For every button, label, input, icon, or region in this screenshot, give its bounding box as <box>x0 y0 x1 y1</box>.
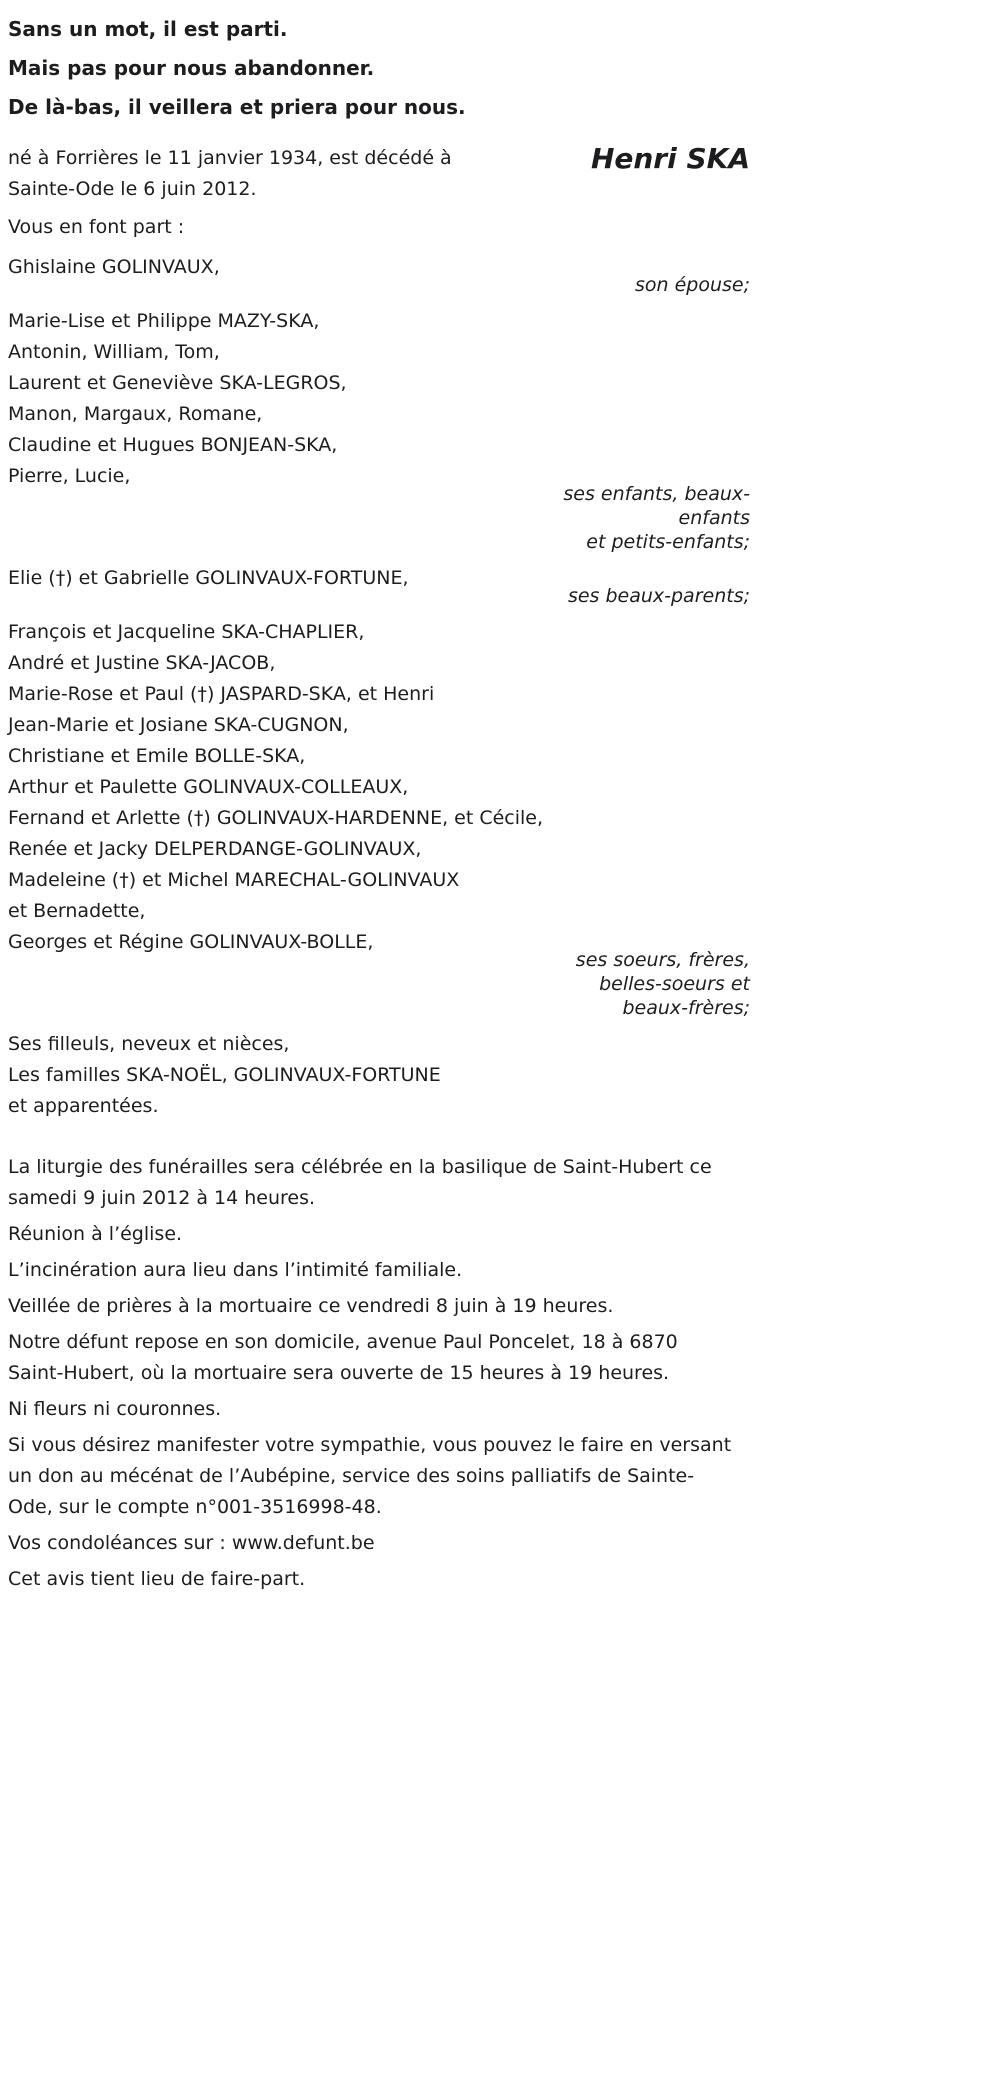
family-member-line: Arthur et Paulette GOLINVAUX-COLLEAUX, <box>8 776 409 798</box>
family-member-line: Marie-Lise et Philippe MAZY-SKA, <box>8 310 320 332</box>
relation-line: son épouse; <box>634 274 750 296</box>
family-group-extended <box>8 1029 750 1122</box>
epitaph-line-3: De là-bas, il veillera et priera pour nous. <box>8 95 466 119</box>
intro-text: né à Forrières le 11 janvier 1934, est décédé à Sainte-Ode le 6 juin 2012. <box>8 147 452 200</box>
family-member-line: Antonin, William, Tom, <box>8 341 220 363</box>
notice-cremation: L’incinération aura lieu dans l’intimité familiale. <box>8 1259 463 1281</box>
family-member-line: Georges et Régine GOLINVAUX-BOLLE, <box>8 931 374 953</box>
relation-label-children <box>8 482 750 554</box>
family-group-children <box>8 306 750 554</box>
family-member-line: Fernand et Arlette (†) GOLINVAUX-HARDENNE, et Cécile, <box>8 807 544 829</box>
notice-condolences <box>8 1528 732 1559</box>
family-member-line: Les familles SKA-NOËL, GOLINVAUX-FORTUNE <box>8 1064 441 1086</box>
epitaph <box>8 10 750 127</box>
family-member-line: Ses filleuls, neveux et nièces, <box>8 1033 290 1055</box>
relation-line: ses enfants, beaux- <box>563 483 750 505</box>
relation-line: belles-soeurs et <box>599 973 750 995</box>
family-member-line: Manon, Margaux, Romane, <box>8 403 263 425</box>
family-member-line: Pierre, Lucie, <box>8 465 131 487</box>
relation-line: enfants <box>678 507 750 529</box>
epitaph-line-1: Sans un mot, il est parti. <box>8 17 288 41</box>
notice-donation: Si vous désirez manifester votre sympathie, vous pouvez le faire en versant un don au mécénat de l’Aubépine, service des soins palliatifs de Sainte-Ode, sur le compte n°001-3516998-48. <box>8 1434 732 1518</box>
family-member-line: Claudine et Hugues BONJEAN-SKA, <box>8 434 338 456</box>
relation-line: et petits-enfants; <box>586 531 750 553</box>
notice-no-flowers: Ni fleurs ni couronnes. <box>8 1398 222 1420</box>
relation-line: ses beaux-parents; <box>567 585 750 607</box>
family-group-parents-in-law <box>8 563 750 608</box>
family-member-line: François et Jacqueline SKA-CHAPLIER, <box>8 621 365 643</box>
announcement-text: Vous en font part : <box>8 216 185 238</box>
relation-line: beaux-frères; <box>622 997 750 1019</box>
family-member-line: et Bernadette, <box>8 900 146 922</box>
family-member-line: Laurent et Geneviève SKA-LEGROS, <box>8 372 347 394</box>
condolences-url[interactable]: www.defunt.be <box>231 1532 375 1554</box>
epitaph-line-2: Mais pas pour nous abandonner. <box>8 56 375 80</box>
notice-liturgy: La liturgie des funérailles sera célébrée en la basilique de Saint-Hubert ce samedi 9 juin 2012 à 14 heures. <box>8 1156 712 1209</box>
family-member-line: Christiane et Emile BOLLE-SKA, <box>8 745 306 767</box>
family-member-line: André et Justine SKA-JACOB, <box>8 652 276 674</box>
intro-section <box>8 143 750 205</box>
obituary-content <box>8 10 750 1595</box>
notice-vigil: Veillée de prières à la mortuaire ce vendredi 8 juin à 19 heures. <box>8 1295 614 1317</box>
family-member-line: Jean-Marie et Josiane SKA-CUGNON, <box>8 714 349 736</box>
relation-label-siblings <box>8 948 750 1020</box>
funeral-notices <box>8 1152 732 1595</box>
condolences-text: Vos condoléances sur : <box>8 1532 232 1554</box>
family-member-line: et apparentées. <box>8 1095 159 1117</box>
family-group-siblings <box>8 617 750 1020</box>
family-member-line: Ghislaine GOLINVAUX, <box>8 256 220 278</box>
notice-mortuary: Notre défunt repose en son domicile, avenue Paul Poncelet, 18 à 6870 Saint-Hubert, où la mortuaire sera ouverte de 15 heures à 19 heures. <box>8 1331 678 1384</box>
family-member-line: Marie-Rose et Paul (†) JASPARD-SKA, et Henri <box>8 683 435 705</box>
deceased-name: Henri SKA <box>590 142 750 175</box>
notice-reunion: Réunion à l’église. <box>8 1223 183 1245</box>
family-group-spouse <box>8 252 750 297</box>
family-member-line: Elie (†) et Gabrielle GOLINVAUX-FORTUNE, <box>8 567 409 589</box>
family-member-line: Renée et Jacky DELPERDANGE-GOLINVAUX, <box>8 838 422 860</box>
closing-line: Cet avis tient lieu de faire-part. <box>8 1568 306 1590</box>
family-member-line: Madeleine (†) et Michel MARECHAL-GOLINVAUX <box>8 869 460 891</box>
relation-line: ses soeurs, frères, <box>575 949 750 971</box>
